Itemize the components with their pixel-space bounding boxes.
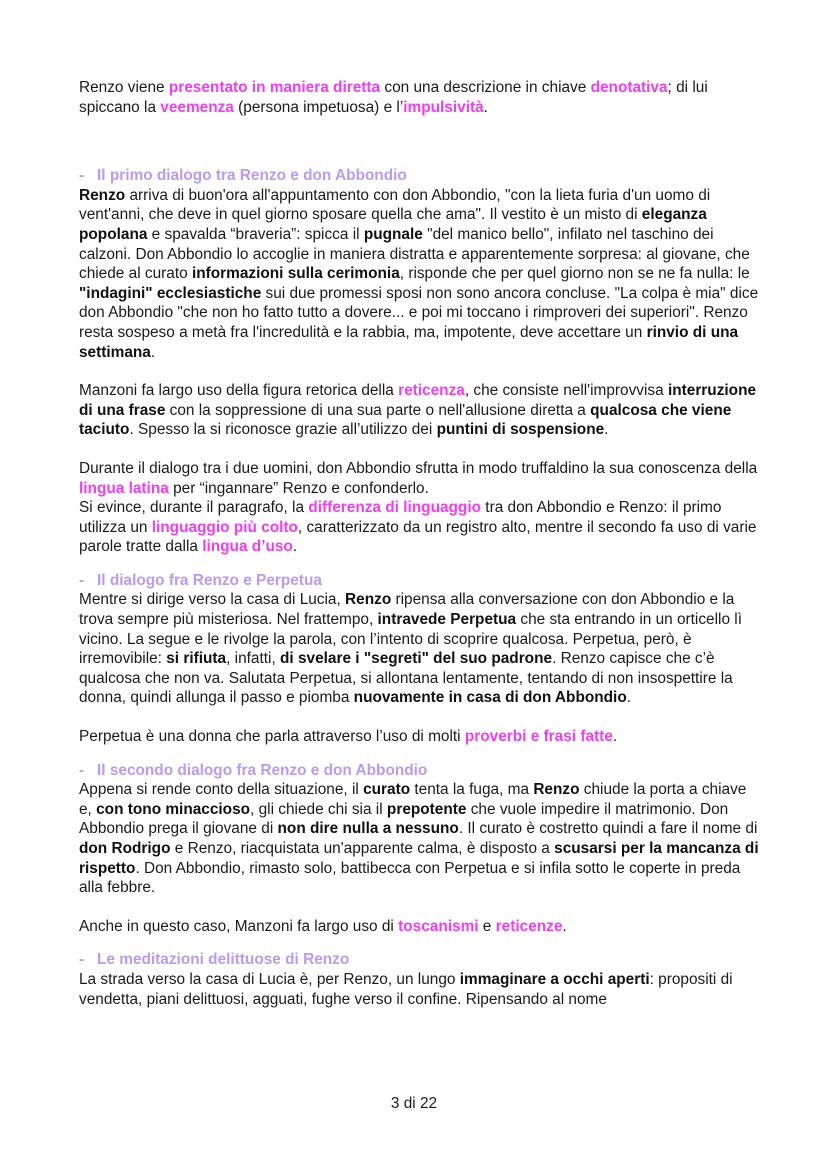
paragraph: La strada verso la casa di Lucia è, per Renzo, un lungo immaginare a occhi aperti: propositi di vendetta, piani delittuosi, agguati, fughe verso il confine. Ripensando al nome <box>79 970 733 1008</box>
paragraph: Appena si rende conto della situazione, il curato tenta la fuga, ma Renzo chiude la porta a chiave e, con tono minaccioso, gli chiede chi sia il prepotente che vuole impedire il matrimonio. Don Abbondio prega il giovane di non dire nulla a nessuno. Il curato è costretto quindi a fare il nome di don Rodrigo e Renzo, riacquistata un'apparente calma, è disposto a scusarsi per la mancanza di rispetto. Don Abbondio, rimasto solo, battibecca con Perpetua e si infila sotto le coperte in preda alla febbre. <box>79 781 759 897</box>
intro-paragraph: Renzo viene presentato in maniera diretta con una descrizione in chiave denotativa; di lui spiccano la veemenza (persona impetuosa) e l’impulsività. <box>79 79 708 116</box>
section-heading-primo-dialogo: - Il primo dialogo tra Renzo e don Abbondio <box>79 167 407 185</box>
section-heading-meditazioni: - Le meditazioni delittuose di Renzo <box>79 951 350 969</box>
paragraph: Anche in questo caso, Manzoni fa largo uso di toscanismi e reticenze. <box>79 917 567 935</box>
paragraph: Perpetua è una donna che parla attraverso l’uso di molti proverbi e frasi fatte. <box>79 728 618 746</box>
paragraph: Durante il dialogo tra i due uomini, don Abbondio sfrutta in modo truffaldino la sua conoscenza della lingua latina per “ingannare” Renzo e confonderlo. <box>79 459 758 497</box>
section-heading-secondo-dialogo: - Il secondo dialogo fra Renzo e don Abbondio <box>79 761 428 779</box>
paragraph: Manzoni fa largo uso della figura retorica della reticenza, che consiste nell'improvvisa interruzione di una frase con la soppressione di una sua parte o nell'allusione diretta a qualcosa che viene taciuto. Spesso la si riconosce grazie all’utilizzo dei puntini di sospensione. <box>79 382 757 439</box>
page-number: 3 di 22 <box>390 1095 438 1112</box>
paragraph: Mentre si dirige verso la casa di Lucia, Renzo ripensa alla conversazione con don Abbondio e la trova sempre più misteriosa. Nel frattempo, intravede Perpetua che sta entrando in un orticello lì vicino. La segue e le rivolge la parola, con l’intento di scoprire qualcosa. Perpetua, però, è irremovibile: si rifiuta, infatti, di svelare i "segreti" del suo padrone. Renzo capisce che c’è qualcosa che non va. Salutata Perpetua, si allontana lentamente, tentando di non insospettire la donna, quindi allunga il passo e piomba nuovamente in casa di don Abbondio. <box>79 591 742 707</box>
document-page <box>79 78 759 1009</box>
paragraph: Renzo arriva di buon'ora all'appuntamento con don Abbondio, "con la lieta furia d'un uomo di vent'anni, che deve in quel giorno sposare quella che ama". Il vestito è un misto di eleganza popolana e spavalda “braveria”: spicca il pugnale "del manico bello", infilato nel taschino dei calzoni. Don Abbondio lo accoglie in maniera distratta e apparentemente sorpresa: al giovane, che chiede al curato informazioni sulla cerimonia, risponde che per quel giorno non se ne fa nulla: le "indagini" ecclesiastiche sui due promessi sposi non sono ancora concluse. "La colpa è mia" dice don Abbondio "che non ho fatto tutto a dovere... e poi mi toccano i rimproveri dei superiori". Renzo resta sospeso a metà fra l'incredulità e la rabbia, ma, impotente, deve accettare un rinvio di una settimana. <box>79 186 759 361</box>
paragraph: Si evince, durante il paragrafo, la differenza di linguaggio tra don Abbondio e Renzo: il primo utilizza un linguaggio più colto, caratterizzato da un registro alto, mentre il secondo fa uso di varie parole tratte dalla lingua d’uso. <box>79 499 757 556</box>
section-heading-perpetua: - Il dialogo fra Renzo e Perpetua <box>79 571 322 589</box>
